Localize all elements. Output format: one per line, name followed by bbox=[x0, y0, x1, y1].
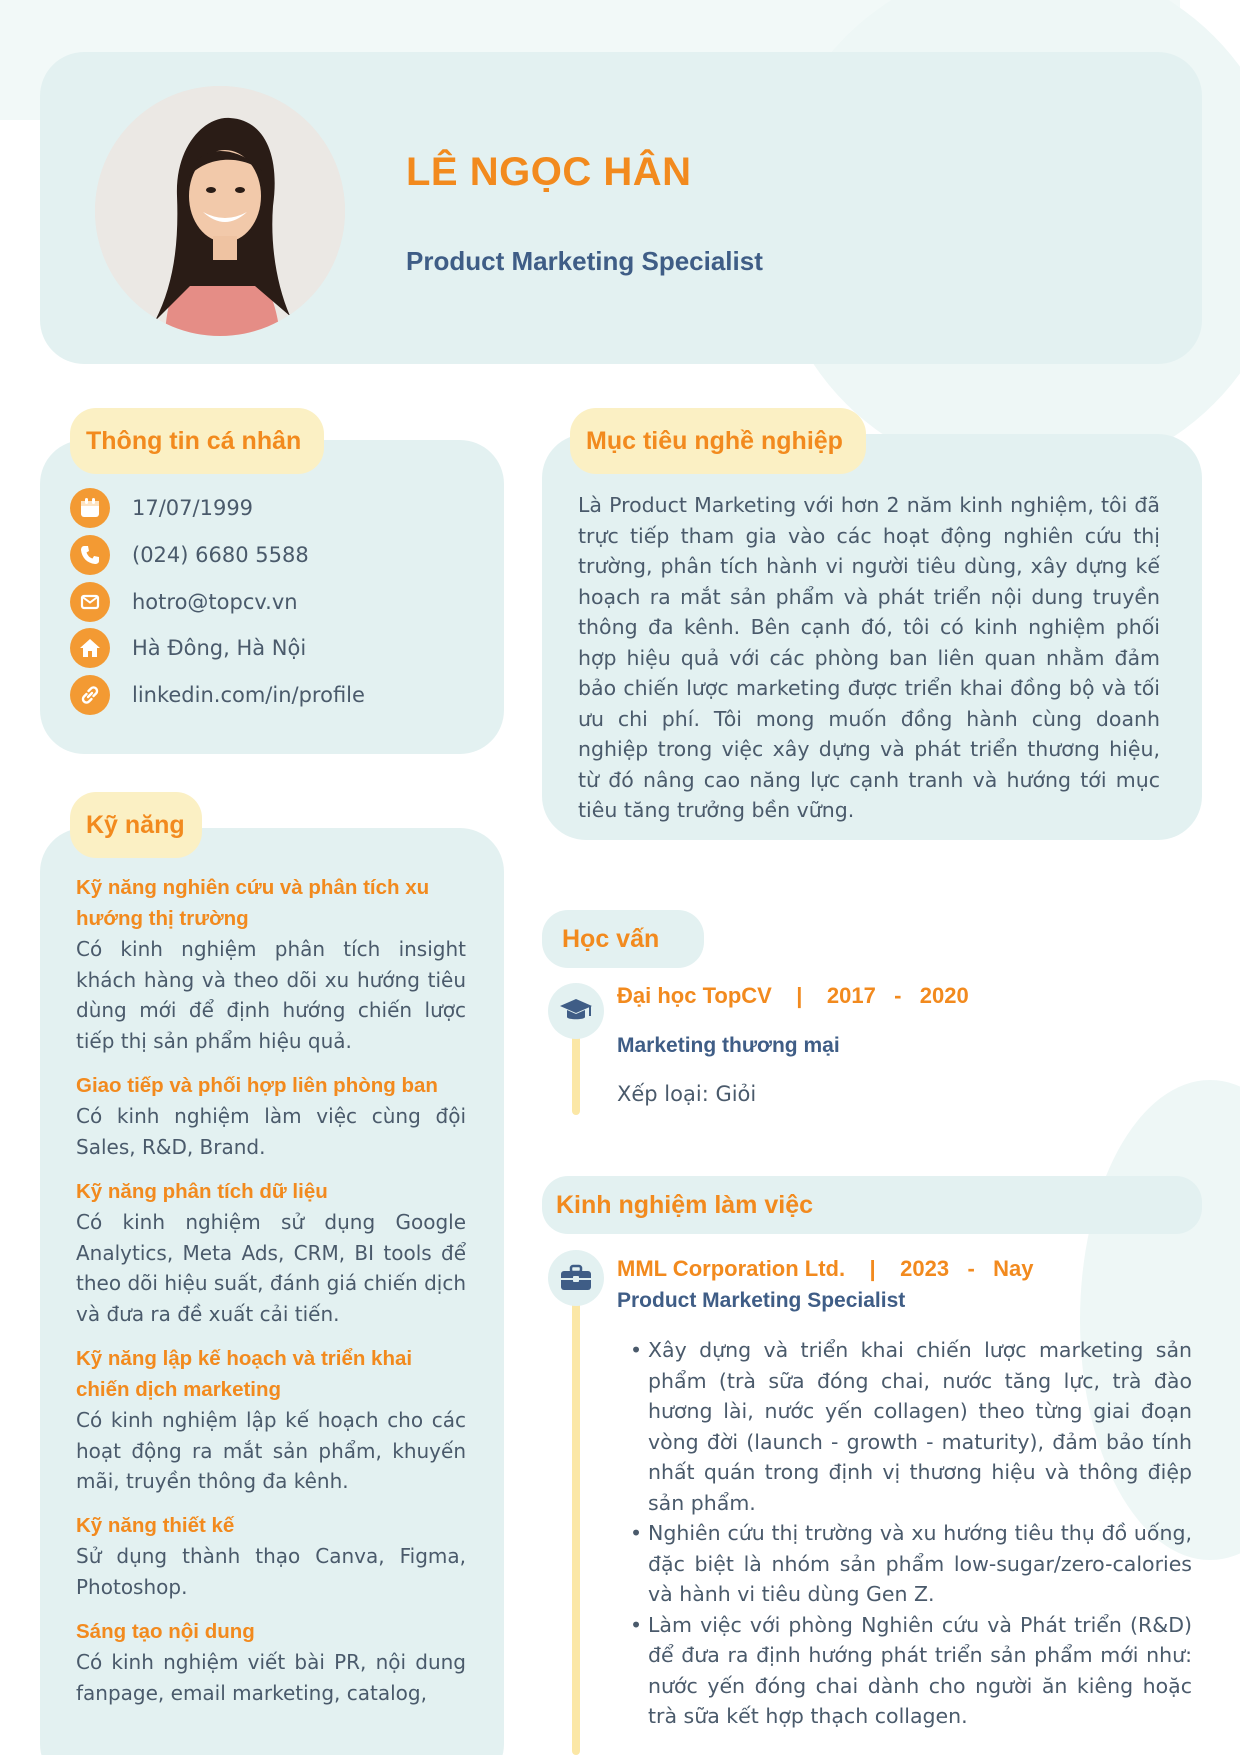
contact-phone-value: (024) 6680 5588 bbox=[132, 543, 309, 567]
skill-description: Có kinh nghiệm viết bài PR, nội dung fanpage, email marketing, catalog, bbox=[76, 1650, 466, 1705]
education-rank: Xếp loại: Giỏi bbox=[617, 1082, 757, 1106]
contact-birthdate bbox=[70, 488, 253, 528]
contact-linkedin[interactable] bbox=[70, 675, 365, 715]
contact-birthdate-value: 17/07/1999 bbox=[132, 496, 254, 520]
phone-icon bbox=[70, 535, 110, 575]
skill-item bbox=[76, 1070, 466, 1162]
candidate-name: LÊ NGỌC HÂN bbox=[406, 150, 692, 194]
skill-description: Có kinh nghiệm lập kế hoạch cho các hoạt động ra mắt sản phẩm, khuyến mãi, truyền thông đa kênh. bbox=[76, 1408, 466, 1493]
contact-email bbox=[70, 582, 298, 622]
contact-address bbox=[70, 628, 306, 668]
education-school-dates: Đại học TopCV | 2017 - 2020 bbox=[617, 983, 969, 1008]
skill-description: Có kinh nghiệm làm việc cùng đội Sales, R&D, Brand. bbox=[76, 1104, 466, 1159]
skill-name: Sáng tạo nội dung bbox=[76, 1620, 255, 1643]
avatar bbox=[95, 86, 345, 336]
skill-item bbox=[76, 1176, 466, 1329]
section-heading-skills: Kỹ năng bbox=[70, 792, 202, 858]
section-heading-objective: Mục tiêu nghề nghiệp bbox=[570, 408, 866, 474]
skill-name: Kỹ năng thiết kế bbox=[76, 1514, 235, 1537]
skill-name: Kỹ năng nghiên cứu và phân tích xu hướng thị trường bbox=[76, 876, 430, 930]
section-heading-experience: Kinh nghiệm làm việc bbox=[542, 1176, 1202, 1234]
avatar-portrait bbox=[95, 86, 345, 336]
contact-phone bbox=[70, 535, 309, 575]
skill-item bbox=[76, 1616, 466, 1708]
contact-linkedin-value[interactable]: linkedin.com/in/profile bbox=[132, 683, 365, 707]
skill-item bbox=[76, 1510, 466, 1602]
email-icon bbox=[70, 582, 110, 622]
home-icon bbox=[70, 628, 110, 668]
skill-item bbox=[76, 1343, 466, 1497]
section-heading-personal: Thông tin cá nhân bbox=[70, 408, 324, 474]
experience-bullet-list bbox=[630, 1335, 1192, 1732]
skill-description: Có kinh nghiệm sử dụng Google Analytics, Meta Ads, CRM, BI tools để theo dõi hiệu suất, đánh giá chiến dịch và đưa ra đề xuất cải tiến. bbox=[76, 1210, 466, 1326]
skill-name: Kỹ năng lập kế hoạch và triển khai chiến dịch marketing bbox=[76, 1347, 413, 1401]
skill-name: Kỹ năng phân tích dữ liệu bbox=[76, 1180, 328, 1203]
skill-description: Có kinh nghiệm phân tích insight khách hàng và theo dõi xu hướng tiêu dùng mới để định hướng chiến lược tiếp thị sản phẩm hiệu quả. bbox=[76, 937, 466, 1053]
contact-email-value: hotro@topcv.vn bbox=[132, 590, 298, 614]
experience-company-dates: MML Corporation Ltd. | 2023 - Nay bbox=[617, 1256, 1034, 1281]
skill-description: Sử dụng thành thạo Canva, Figma, Photoshop. bbox=[76, 1544, 466, 1599]
experience-role: Product Marketing Specialist bbox=[617, 1289, 906, 1312]
link-icon bbox=[70, 675, 110, 715]
education-timeline bbox=[572, 1030, 580, 1115]
skill-name: Giao tiếp và phối hợp liên phòng ban bbox=[76, 1074, 438, 1097]
candidate-title: Product Marketing Specialist bbox=[406, 246, 763, 276]
experience-bullet: • Xây dựng và triển khai chiến lược marketing sản phẩm (trà sữa đóng chai, nước tăng lực, trà đào hương lài, nước yến collagen) theo từng giai đoạn vòng đời (launch - growth - maturity), đảm bảo tính nhất quán trong định vị thương hiệu và thông điệp sản phẩm. bbox=[630, 1335, 1192, 1518]
experience-timeline bbox=[572, 1300, 580, 1755]
skill-item bbox=[76, 872, 466, 1056]
section-heading-education: Học vấn bbox=[542, 910, 704, 968]
graduation-cap-icon bbox=[548, 983, 604, 1039]
experience-bullet: • Nghiên cứu thị trường và xu hướng tiêu thụ đồ uống, đặc biệt là nhóm sản phẩm low-sugar/zero-calories và hành vi tiêu dùng Gen Z. bbox=[630, 1518, 1192, 1610]
education-major: Marketing thương mại bbox=[617, 1034, 840, 1057]
objective-text: Là Product Marketing với hơn 2 năm kinh nghiệm, tôi đã trực tiếp tham gia vào các hoạt động nghiên cứu thị trường, phân tích hành vi người tiêu dùng, xây dựng kế hoạch ra mắt sản phẩm và phát triển nội dung truyền thông đa kênh. Bên cạnh đó, tôi có kinh nghiệm phối hợp hiệu quả với các phòng ban liên quan nhằm đảm bảo chiến lược marketing được triển khai đồng bộ và tối ưu chi phí. Tôi mong muốn đồng hành cùng doanh nghiệp trong việc xây dựng và phát triển thương hiệu, từ đó nâng cao năng lực cạnh tranh và hướng tới mục tiêu tăng trưởng bền vững. bbox=[578, 493, 1160, 822]
calendar-icon bbox=[70, 488, 110, 528]
briefcase-icon bbox=[548, 1250, 604, 1306]
experience-bullet: • Làm việc với phòng Nghiên cứu và Phát triển (R&D) để đưa ra định hướng phát triển sản phẩm mới như: nước yến đóng chai dành cho người ăn kiêng hoặc trà sữa kết hợp thạch collagen. bbox=[630, 1610, 1192, 1732]
contact-address-value: Hà Đông, Hà Nội bbox=[132, 636, 307, 660]
